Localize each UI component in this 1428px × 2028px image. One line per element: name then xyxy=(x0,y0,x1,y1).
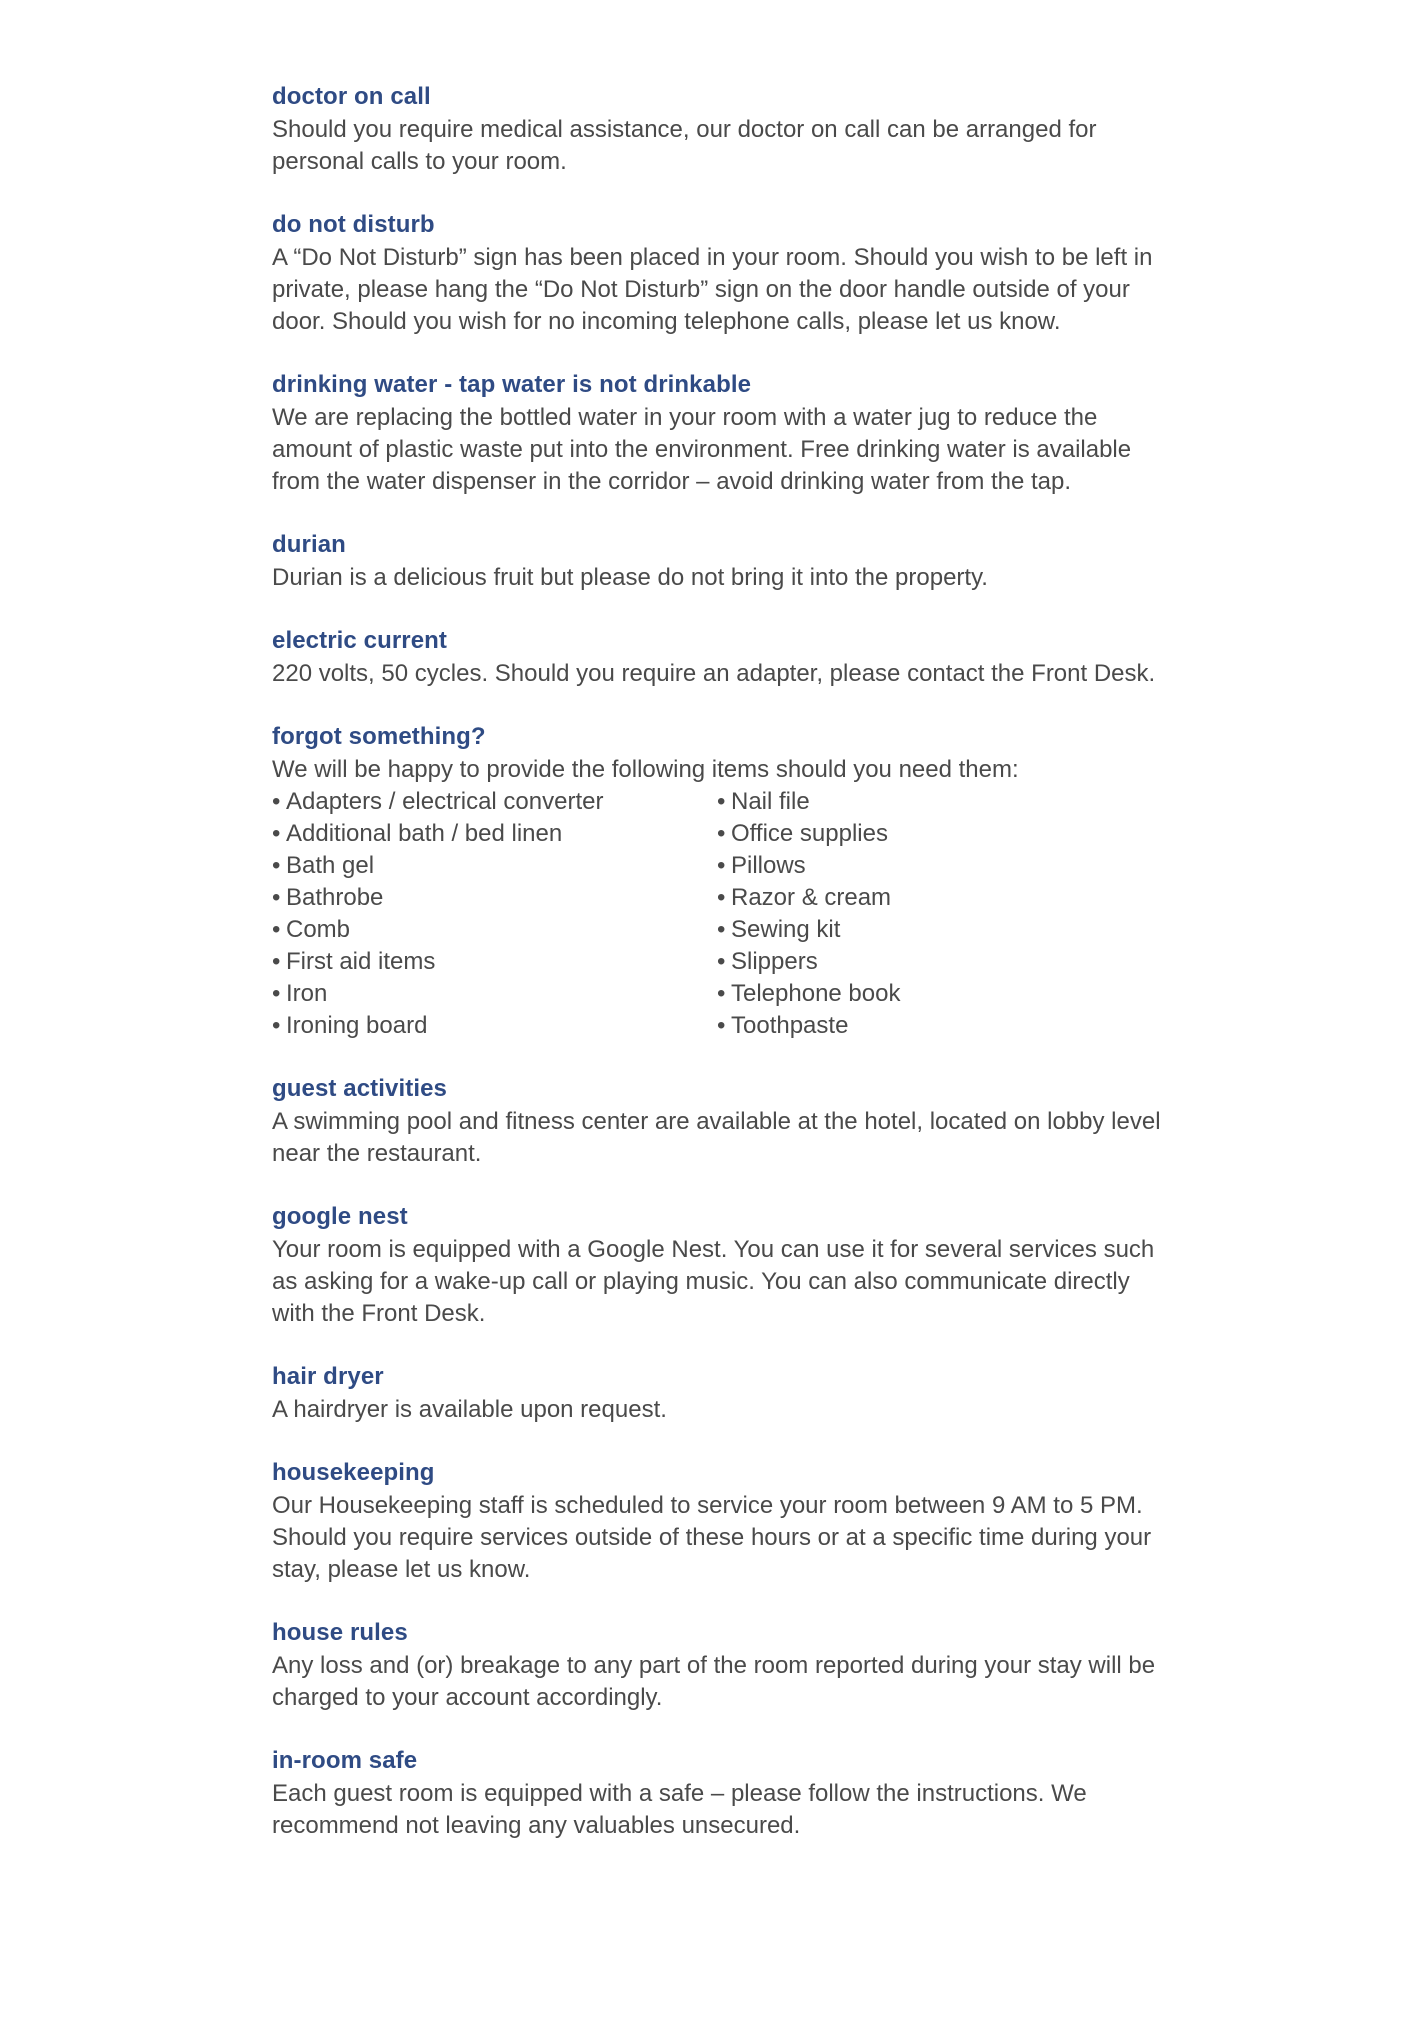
section-forgot-something xyxy=(272,722,1172,1042)
section-heading: doctor on call xyxy=(272,83,431,110)
section-electric-current xyxy=(272,626,1172,690)
list-item-label: Bath gel xyxy=(286,852,375,879)
section-text: A “Do Not Disturb” sign has been placed in your room. Should you wish to be left in private, please hang the “Do Not Disturb” sign on the door handle outside of your door. Should you wish for no incoming telephone calls, please let us know. xyxy=(272,244,1153,335)
bullet-icon: • xyxy=(272,1012,281,1039)
section-text: We will be happy to provide the following items should you need them: xyxy=(272,756,1019,783)
section-text: Durian is a delicious fruit but please do not bring it into the property. xyxy=(272,564,988,591)
list-item-label: Slippers xyxy=(731,948,818,975)
list-item xyxy=(717,882,1162,914)
section-text: Your room is equipped with a Google Nest. You can use it for several services such as asking for a wake-up call or playing music. You can also communicate directly with the Front Desk. xyxy=(272,1236,1155,1327)
bullet-icon: • xyxy=(717,1012,726,1039)
list-item xyxy=(272,978,717,1010)
section-text: A swimming pool and fitness center are available at the hotel, located on lobby level near the restaurant. xyxy=(272,1108,1161,1167)
list-item xyxy=(272,946,717,978)
items-list xyxy=(272,786,1172,1042)
list-item xyxy=(717,1010,1162,1042)
list-item xyxy=(717,818,1162,850)
section-do-not-disturb xyxy=(272,210,1172,338)
section-durian xyxy=(272,530,1172,594)
list-item-label: Telephone book xyxy=(731,980,901,1007)
section-text: A hairdryer is available upon request. xyxy=(272,1396,667,1423)
list-item xyxy=(272,882,717,914)
bullet-icon: • xyxy=(717,884,726,911)
list-item-label: Ironing board xyxy=(286,1012,428,1039)
bullet-icon: • xyxy=(717,820,726,847)
section-heading: forgot something? xyxy=(272,723,486,750)
list-item-label: Iron xyxy=(286,980,328,1007)
list-item xyxy=(272,786,717,818)
bullet-icon: • xyxy=(272,820,281,847)
bullet-icon: • xyxy=(272,788,281,815)
section-heading: in-room safe xyxy=(272,1747,418,1774)
list-item-label: First aid items xyxy=(286,948,436,975)
items-column-right xyxy=(717,786,1162,1042)
section-heading: drinking water - tap water is not drinkable xyxy=(272,371,752,398)
section-heading: guest activities xyxy=(272,1075,448,1102)
section-heading: electric current xyxy=(272,627,448,654)
section-text: Any loss and (or) breakage to any part of the room reported during your stay will be charged to your account accordingly. xyxy=(272,1652,1156,1711)
list-item xyxy=(272,850,717,882)
list-item-label: Nail file xyxy=(731,788,810,815)
bullet-icon: • xyxy=(717,916,726,943)
section-text: Each guest room is equipped with a safe – please follow the instructions. We recommend not leaving any valuables unsecured. xyxy=(272,1780,1087,1839)
section-text: Our Housekeeping staff is scheduled to service your room between 9 AM to 5 PM. Should you require services outside of these hours or at a specific time during your stay, please let us know. xyxy=(272,1492,1152,1583)
section-heading: house rules xyxy=(272,1619,408,1646)
list-item-label: Razor & cream xyxy=(731,884,892,911)
list-item xyxy=(717,946,1162,978)
bullet-icon: • xyxy=(272,948,281,975)
list-item xyxy=(717,850,1162,882)
bullet-icon: • xyxy=(272,884,281,911)
section-drinking-water xyxy=(272,370,1172,498)
section-house-rules xyxy=(272,1618,1172,1714)
bullet-icon: • xyxy=(717,852,726,879)
list-item-label: Adapters / electrical converter xyxy=(286,788,604,815)
list-item xyxy=(272,914,717,946)
section-hair-dryer xyxy=(272,1362,1172,1426)
section-heading: housekeeping xyxy=(272,1459,435,1486)
list-item-label: Office supplies xyxy=(731,820,888,847)
list-item-label: Bathrobe xyxy=(286,884,384,911)
section-text: Should you require medical assistance, our doctor on call can be arranged for personal calls to your room. xyxy=(272,116,1097,175)
list-item-label: Pillows xyxy=(731,852,806,879)
bullet-icon: • xyxy=(272,980,281,1007)
section-google-nest xyxy=(272,1202,1172,1330)
list-item-label: Toothpaste xyxy=(731,1012,849,1039)
items-column-left xyxy=(272,786,717,1042)
bullet-icon: • xyxy=(717,788,726,815)
bullet-icon: • xyxy=(717,948,726,975)
list-item xyxy=(272,818,717,850)
bullet-icon: • xyxy=(272,916,281,943)
section-text: We are replacing the bottled water in your room with a water jug to reduce the amount of plastic waste put into the environment. Free drinking water is available from the water dispenser in the corridor – avoid drinking water from the tap. xyxy=(272,404,1132,495)
list-item-label: Additional bath / bed linen xyxy=(286,820,563,847)
section-housekeeping xyxy=(272,1458,1172,1586)
section-heading: google nest xyxy=(272,1203,408,1230)
section-doctor-on-call xyxy=(272,82,1172,178)
info-page xyxy=(272,82,1172,1874)
bullet-icon: • xyxy=(272,852,281,879)
section-heading: durian xyxy=(272,531,346,558)
section-text: 220 volts, 50 cycles. Should you require an adapter, please contact the Front Desk. xyxy=(272,660,1156,687)
section-heading: hair dryer xyxy=(272,1363,384,1390)
section-heading: do not disturb xyxy=(272,211,435,238)
section-guest-activities xyxy=(272,1074,1172,1170)
bullet-icon: • xyxy=(717,980,726,1007)
list-item-label: Sewing kit xyxy=(731,916,841,943)
list-item xyxy=(717,914,1162,946)
list-item xyxy=(272,1010,717,1042)
list-item xyxy=(717,978,1162,1010)
section-in-room-safe xyxy=(272,1746,1172,1842)
list-item-label: Comb xyxy=(286,916,351,943)
list-item xyxy=(717,786,1162,818)
